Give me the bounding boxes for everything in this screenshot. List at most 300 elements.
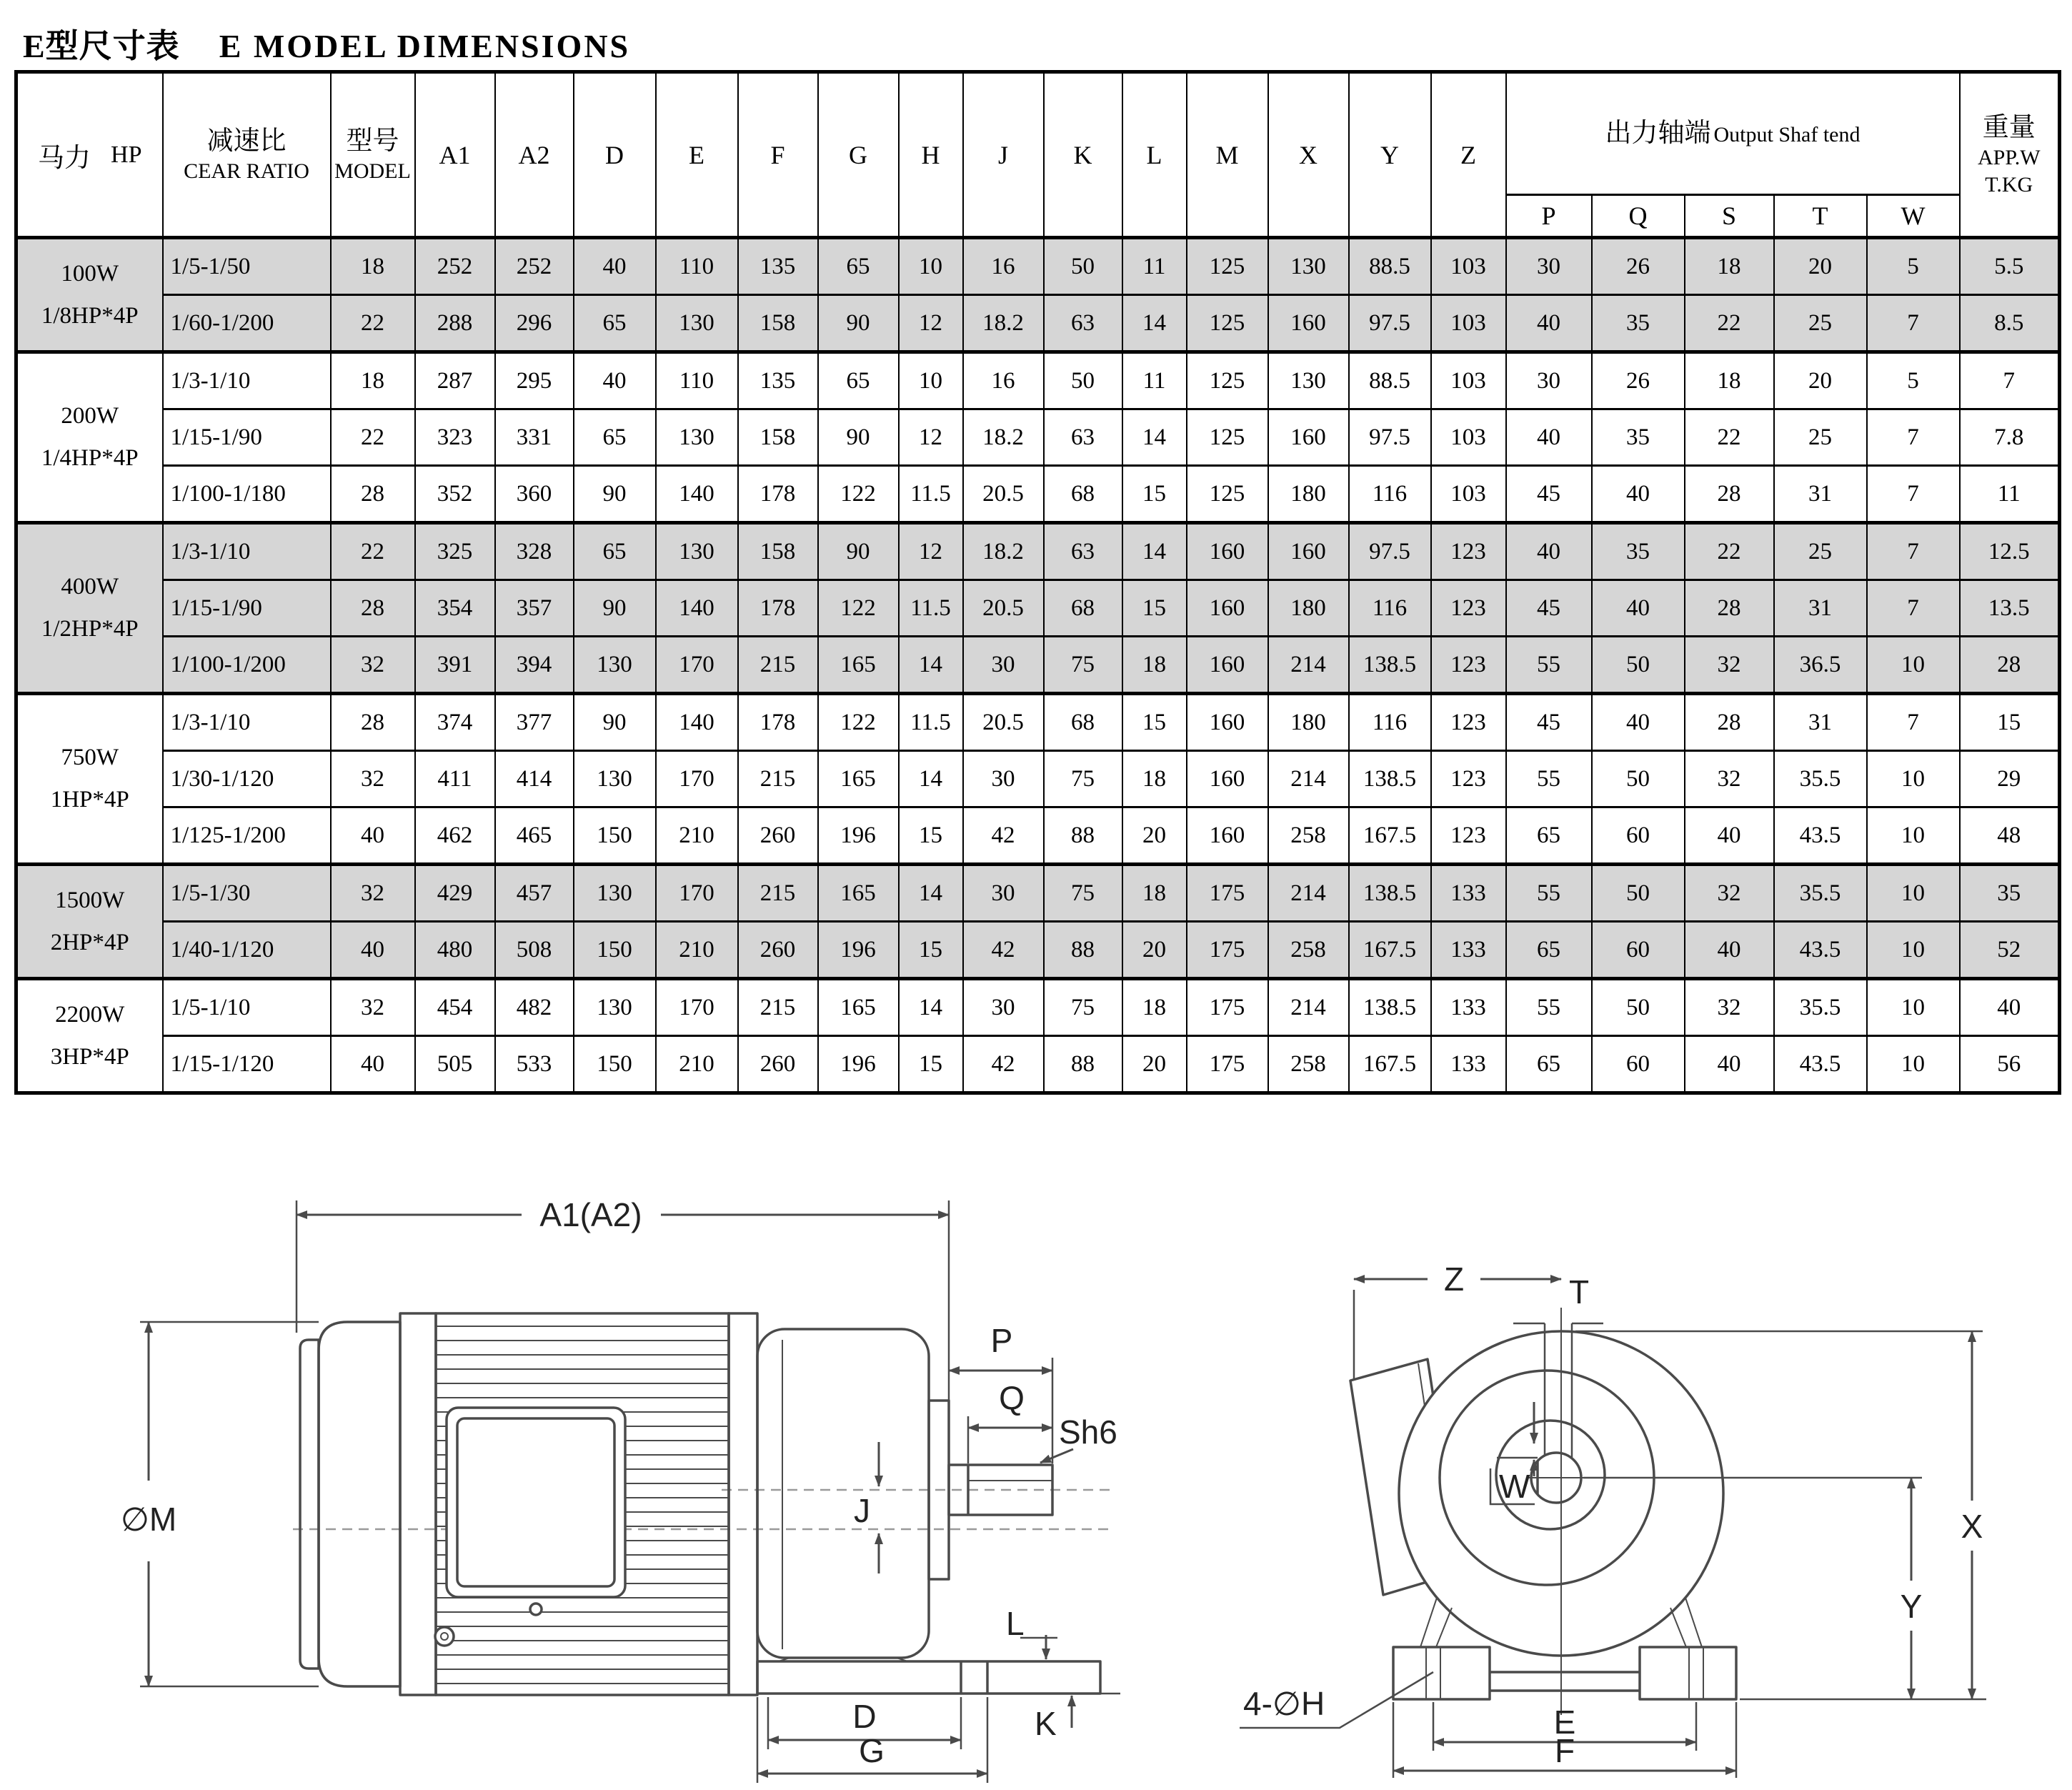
- value-cell: 50: [1044, 352, 1122, 409]
- model-cell: 28: [331, 580, 415, 637]
- value-cell: 15: [1122, 580, 1187, 637]
- value-cell: 167.5: [1349, 807, 1431, 865]
- value-cell: 42: [963, 922, 1044, 979]
- value-cell: 63: [1044, 409, 1122, 466]
- value-cell: 110: [656, 238, 738, 295]
- value-cell: 295: [495, 352, 574, 409]
- value-cell: 45: [1506, 466, 1592, 523]
- value-cell: 7: [1867, 466, 1960, 523]
- value-cell: 40: [1506, 409, 1592, 466]
- value-cell: 14: [1122, 409, 1187, 466]
- value-cell: 7.8: [1960, 409, 2060, 466]
- power-cell: [16, 865, 163, 979]
- value-cell: 97.5: [1349, 295, 1431, 352]
- value-cell: 45: [1506, 694, 1592, 751]
- header-shaft-p: P: [1506, 195, 1592, 238]
- value-cell: 26: [1592, 352, 1685, 409]
- mounting-base: [757, 1661, 1100, 1694]
- value-cell: 28: [1685, 694, 1774, 751]
- value-cell: 158: [738, 409, 818, 466]
- table-row: [16, 637, 2060, 694]
- value-cell: 20: [1122, 1036, 1187, 1093]
- table-row: [16, 409, 2060, 466]
- value-cell: 323: [415, 409, 495, 466]
- hp-label: 3HP*4P: [50, 1043, 129, 1070]
- value-cell: 88.5: [1349, 238, 1431, 295]
- value-cell: 123: [1431, 751, 1506, 807]
- value-cell: 20: [1774, 238, 1867, 295]
- table-row: [16, 295, 2060, 352]
- value-cell: 75: [1044, 979, 1122, 1036]
- value-cell: 123: [1431, 580, 1506, 637]
- value-cell: 158: [738, 295, 818, 352]
- value-cell: 150: [574, 1036, 656, 1093]
- value-cell: 35: [1592, 295, 1685, 352]
- dim-label-e: E: [1553, 1704, 1576, 1741]
- gear-ratio-cell: 1/125-1/200: [163, 807, 331, 865]
- power-label: 2200W: [55, 1001, 125, 1028]
- value-cell: 122: [818, 694, 899, 751]
- value-cell: 252: [495, 238, 574, 295]
- value-cell: 43.5: [1774, 807, 1867, 865]
- value-cell: 14: [899, 751, 963, 807]
- value-cell: 138.5: [1349, 979, 1431, 1036]
- value-cell: 394: [495, 637, 574, 694]
- power-label: 400W: [61, 574, 119, 600]
- value-cell: 16: [963, 352, 1044, 409]
- value-cell: 31: [1774, 580, 1867, 637]
- value-cell: 196: [818, 807, 899, 865]
- gear-ratio-cell: 1/30-1/120: [163, 751, 331, 807]
- value-cell: 465: [495, 807, 574, 865]
- hp-label: 1/2HP*4P: [41, 616, 139, 642]
- value-cell: 40: [1592, 466, 1685, 523]
- value-cell: 196: [818, 922, 899, 979]
- table-row: [16, 523, 2060, 580]
- value-cell: 15: [899, 807, 963, 865]
- value-cell: 411: [415, 751, 495, 807]
- value-cell: 167.5: [1349, 1036, 1431, 1093]
- value-cell: 357: [495, 580, 574, 637]
- drain-plug-icon: [530, 1603, 542, 1615]
- header-shaft-t: T: [1774, 195, 1867, 238]
- value-cell: 125: [1187, 466, 1268, 523]
- value-cell: 175: [1187, 1036, 1268, 1093]
- motor-rear-cap: [319, 1322, 400, 1686]
- value-cell: 26: [1592, 238, 1685, 295]
- value-cell: 130: [1268, 352, 1349, 409]
- header-dim-y: Y: [1349, 72, 1431, 238]
- value-cell: 60: [1592, 807, 1685, 865]
- value-cell: 65: [574, 295, 656, 352]
- value-cell: 11.5: [899, 580, 963, 637]
- dim-label-y: Y: [1900, 1588, 1923, 1625]
- value-cell: 150: [574, 807, 656, 865]
- value-cell: 7: [1867, 580, 1960, 637]
- model-cell: 28: [331, 694, 415, 751]
- value-cell: 11.5: [899, 466, 963, 523]
- value-cell: 75: [1044, 865, 1122, 922]
- header-dim-m: M: [1187, 72, 1268, 238]
- value-cell: 40: [1506, 295, 1592, 352]
- value-cell: 210: [656, 1036, 738, 1093]
- value-cell: 160: [1187, 523, 1268, 580]
- value-cell: 75: [1044, 751, 1122, 807]
- header-dim-l: L: [1122, 72, 1187, 238]
- foot-right: [1640, 1647, 1736, 1699]
- value-cell: 287: [415, 352, 495, 409]
- value-cell: 258: [1268, 807, 1349, 865]
- model-cell: 32: [331, 979, 415, 1036]
- foot-left: [1393, 1647, 1490, 1699]
- header-model: 型号 MODEL: [331, 72, 415, 238]
- value-cell: 123: [1431, 523, 1506, 580]
- cradle-left-2: [1436, 1608, 1452, 1647]
- value-cell: 90: [818, 295, 899, 352]
- value-cell: 65: [574, 523, 656, 580]
- value-cell: 12: [899, 523, 963, 580]
- value-cell: 31: [1774, 466, 1867, 523]
- value-cell: 14: [899, 979, 963, 1036]
- dim-label-t: T: [1569, 1273, 1590, 1311]
- header-dim-e: E: [656, 72, 738, 238]
- value-cell: 175: [1187, 979, 1268, 1036]
- header-dim-j: J: [963, 72, 1044, 238]
- gear-ratio-cell: 1/100-1/200: [163, 637, 331, 694]
- dim-label-p: P: [990, 1322, 1013, 1359]
- table-row: [16, 807, 2060, 865]
- dim-label-l: L: [1006, 1605, 1025, 1642]
- value-cell: 11.5: [899, 694, 963, 751]
- value-cell: 18: [1685, 352, 1774, 409]
- value-cell: 14: [1122, 295, 1187, 352]
- value-cell: 10: [1867, 979, 1960, 1036]
- value-cell: 35: [1592, 523, 1685, 580]
- power-cell: [16, 979, 163, 1093]
- header-dim-h: H: [899, 72, 963, 238]
- value-cell: 20.5: [963, 466, 1044, 523]
- value-cell: 88.5: [1349, 352, 1431, 409]
- value-cell: 180: [1268, 580, 1349, 637]
- value-cell: 30: [1506, 352, 1592, 409]
- value-cell: 18: [1122, 865, 1187, 922]
- value-cell: 65: [818, 352, 899, 409]
- value-cell: 30: [963, 979, 1044, 1036]
- gear-ratio-cell: 1/15-1/90: [163, 580, 331, 637]
- dim-label-f: F: [1554, 1732, 1575, 1769]
- value-cell: 125: [1187, 238, 1268, 295]
- value-cell: 140: [656, 466, 738, 523]
- value-cell: 178: [738, 694, 818, 751]
- value-cell: 138.5: [1349, 637, 1431, 694]
- value-cell: 462: [415, 807, 495, 865]
- model-cell: 22: [331, 409, 415, 466]
- cradle-right-1: [1685, 1598, 1702, 1647]
- value-cell: 55: [1506, 751, 1592, 807]
- value-cell: 215: [738, 751, 818, 807]
- value-cell: 12.5: [1960, 523, 2060, 580]
- motor-ring-rear: [400, 1313, 436, 1695]
- value-cell: 60: [1592, 922, 1685, 979]
- dim-label-holes: 4-∅H: [1243, 1685, 1325, 1722]
- model-cell: 40: [331, 922, 415, 979]
- value-cell: 56: [1960, 1036, 2060, 1093]
- model-cell: 18: [331, 238, 415, 295]
- model-cell: 28: [331, 466, 415, 523]
- header-shaft-s: S: [1685, 195, 1774, 238]
- value-cell: 42: [963, 1036, 1044, 1093]
- value-cell: 116: [1349, 580, 1431, 637]
- value-cell: 150: [574, 922, 656, 979]
- value-cell: 180: [1268, 694, 1349, 751]
- value-cell: 50: [1592, 751, 1685, 807]
- value-cell: 10: [1867, 751, 1960, 807]
- value-cell: 22: [1685, 295, 1774, 352]
- value-cell: 170: [656, 979, 738, 1036]
- value-cell: 103: [1431, 295, 1506, 352]
- value-cell: 32: [1685, 979, 1774, 1036]
- value-cell: 40: [1685, 922, 1774, 979]
- value-cell: 18: [1122, 637, 1187, 694]
- value-cell: 130: [574, 979, 656, 1036]
- value-cell: 42: [963, 807, 1044, 865]
- value-cell: 36.5: [1774, 637, 1867, 694]
- value-cell: 55: [1506, 865, 1592, 922]
- header-dim-d: D: [574, 72, 656, 238]
- value-cell: 28: [1685, 466, 1774, 523]
- value-cell: 165: [818, 865, 899, 922]
- table-row: [16, 466, 2060, 523]
- table-row: [16, 238, 2060, 295]
- value-cell: 40: [1506, 523, 1592, 580]
- value-cell: 18.2: [963, 409, 1044, 466]
- value-cell: 533: [495, 1036, 574, 1093]
- gear-ratio-cell: 1/5-1/30: [163, 865, 331, 922]
- gear-ratio-cell: 1/60-1/200: [163, 295, 331, 352]
- value-cell: 88: [1044, 1036, 1122, 1093]
- value-cell: 103: [1431, 466, 1506, 523]
- header-dim-k: K: [1044, 72, 1122, 238]
- value-cell: 130: [574, 865, 656, 922]
- value-cell: 160: [1268, 295, 1349, 352]
- table-row: [16, 865, 2060, 922]
- value-cell: 97.5: [1349, 523, 1431, 580]
- value-cell: 25: [1774, 295, 1867, 352]
- cradle-left-1: [1420, 1598, 1437, 1647]
- value-cell: 18.2: [963, 295, 1044, 352]
- value-cell: 65: [574, 409, 656, 466]
- power-label: 200W: [61, 403, 119, 429]
- value-cell: 7: [1867, 523, 1960, 580]
- motor-ring-front: [729, 1313, 757, 1695]
- table-row: [16, 352, 2060, 409]
- value-cell: 7: [1867, 295, 1960, 352]
- header-dim-a2: A2: [495, 72, 574, 238]
- value-cell: 55: [1506, 637, 1592, 694]
- value-cell: 20: [1122, 807, 1187, 865]
- value-cell: 18.2: [963, 523, 1044, 580]
- value-cell: 48: [1960, 807, 2060, 865]
- value-cell: 352: [415, 466, 495, 523]
- table-row: [16, 694, 2060, 751]
- dim-label-x: X: [1961, 1508, 1983, 1545]
- value-cell: 35.5: [1774, 751, 1867, 807]
- value-cell: 35.5: [1774, 865, 1867, 922]
- value-cell: 40: [1592, 580, 1685, 637]
- header-shaft-w: W: [1867, 195, 1960, 238]
- value-cell: 123: [1431, 807, 1506, 865]
- value-cell: 123: [1431, 637, 1506, 694]
- value-cell: 130: [656, 295, 738, 352]
- value-cell: 140: [656, 694, 738, 751]
- value-cell: 260: [738, 807, 818, 865]
- gear-ratio-cell: 1/100-1/180: [163, 466, 331, 523]
- value-cell: 10: [1867, 1036, 1960, 1093]
- value-cell: 35: [1592, 409, 1685, 466]
- value-cell: 103: [1431, 352, 1506, 409]
- value-cell: 13.5: [1960, 580, 2060, 637]
- dim-label-j: J: [854, 1492, 870, 1529]
- value-cell: 133: [1431, 865, 1506, 922]
- value-cell: 30: [1506, 238, 1592, 295]
- value-cell: 30: [963, 637, 1044, 694]
- value-cell: 15: [899, 922, 963, 979]
- value-cell: 40: [1592, 694, 1685, 751]
- table-row: [16, 922, 2060, 979]
- value-cell: 7: [1960, 352, 2060, 409]
- header-weight: 重量 APP.W T.KG: [1960, 72, 2060, 238]
- dim-label-w: W: [1499, 1468, 1530, 1505]
- header-gear-ratio: 减速比 CEAR RATIO: [163, 72, 331, 238]
- dim-label-sh6: Sh6: [1059, 1413, 1117, 1451]
- value-cell: 11: [1122, 352, 1187, 409]
- value-cell: 63: [1044, 523, 1122, 580]
- value-cell: 20: [1122, 922, 1187, 979]
- value-cell: 178: [738, 580, 818, 637]
- header-dim-f: F: [738, 72, 818, 238]
- value-cell: 50: [1592, 637, 1685, 694]
- value-cell: 28: [1685, 580, 1774, 637]
- value-cell: 7: [1867, 409, 1960, 466]
- value-cell: 14: [899, 865, 963, 922]
- value-cell: 8.5: [1960, 295, 2060, 352]
- value-cell: 29: [1960, 751, 2060, 807]
- value-cell: 55: [1506, 979, 1592, 1036]
- value-cell: 214: [1268, 865, 1349, 922]
- value-cell: 260: [738, 1036, 818, 1093]
- value-cell: 10: [1867, 922, 1960, 979]
- value-cell: 130: [656, 523, 738, 580]
- power-label: 750W: [61, 745, 119, 771]
- value-cell: 170: [656, 865, 738, 922]
- value-cell: 103: [1431, 409, 1506, 466]
- header-dim-a1: A1: [415, 72, 495, 238]
- value-cell: 133: [1431, 922, 1506, 979]
- front-view-diagram: [1215, 1143, 2058, 1786]
- value-cell: 7: [1867, 694, 1960, 751]
- value-cell: 30: [963, 751, 1044, 807]
- header-output-shaft: 出力轴端 Output Shaf tend: [1506, 72, 1960, 195]
- value-cell: 75: [1044, 637, 1122, 694]
- value-cell: 252: [415, 238, 495, 295]
- value-cell: 22: [1685, 409, 1774, 466]
- power-cell: [16, 523, 163, 694]
- value-cell: 50: [1592, 979, 1685, 1036]
- header-dim-z: Z: [1431, 72, 1506, 238]
- value-cell: 25: [1774, 523, 1867, 580]
- value-cell: 260: [738, 922, 818, 979]
- value-cell: 68: [1044, 580, 1122, 637]
- page-title: [23, 20, 630, 67]
- value-cell: 18: [1122, 751, 1187, 807]
- table-row: [16, 979, 2060, 1036]
- model-cell: 18: [331, 352, 415, 409]
- value-cell: 25: [1774, 409, 1867, 466]
- value-cell: 133: [1431, 1036, 1506, 1093]
- dim-label-d: D: [852, 1698, 877, 1735]
- value-cell: 135: [738, 238, 818, 295]
- value-cell: 90: [818, 409, 899, 466]
- dimensions-table-body: [16, 238, 2060, 1093]
- value-cell: 130: [574, 751, 656, 807]
- value-cell: 210: [656, 922, 738, 979]
- value-cell: 258: [1268, 922, 1349, 979]
- value-cell: 130: [1268, 238, 1349, 295]
- nameplate: [447, 1408, 625, 1597]
- value-cell: 65: [1506, 1036, 1592, 1093]
- dimensions-table: [14, 70, 2061, 1095]
- page-title-zh: E型尺寸表: [23, 28, 180, 64]
- table-row: [16, 1036, 2060, 1093]
- value-cell: 457: [495, 865, 574, 922]
- value-cell: 125: [1187, 409, 1268, 466]
- value-cell: 138.5: [1349, 865, 1431, 922]
- model-cell: 32: [331, 751, 415, 807]
- value-cell: 214: [1268, 751, 1349, 807]
- value-cell: 116: [1349, 466, 1431, 523]
- value-cell: 15: [899, 1036, 963, 1093]
- value-cell: 32: [1685, 865, 1774, 922]
- value-cell: 180: [1268, 466, 1349, 523]
- dim-label-m: ∅M: [121, 1501, 177, 1538]
- value-cell: 68: [1044, 466, 1122, 523]
- model-cell: 40: [331, 1036, 415, 1093]
- value-cell: 35.5: [1774, 979, 1867, 1036]
- gear-ratio-cell: 1/5-1/10: [163, 979, 331, 1036]
- value-cell: 508: [495, 922, 574, 979]
- header-shaft-q: Q: [1592, 195, 1685, 238]
- value-cell: 50: [1592, 865, 1685, 922]
- value-cell: 22: [1685, 523, 1774, 580]
- gear-ratio-cell: 1/40-1/120: [163, 922, 331, 979]
- value-cell: 178: [738, 466, 818, 523]
- value-cell: 43.5: [1774, 1036, 1867, 1093]
- value-cell: 12: [899, 295, 963, 352]
- power-label: 100W: [61, 260, 119, 287]
- value-cell: 32: [1685, 637, 1774, 694]
- power-cell: [16, 694, 163, 865]
- value-cell: 170: [656, 751, 738, 807]
- dim-label-a1a2: A1(A2): [539, 1196, 642, 1233]
- value-cell: 30: [963, 865, 1044, 922]
- value-cell: 130: [574, 637, 656, 694]
- value-cell: 167.5: [1349, 922, 1431, 979]
- value-cell: 68: [1044, 694, 1122, 751]
- front-view-drawing: [1215, 1143, 2058, 1786]
- value-cell: 165: [818, 979, 899, 1036]
- value-cell: 125: [1187, 295, 1268, 352]
- value-cell: 116: [1349, 694, 1431, 751]
